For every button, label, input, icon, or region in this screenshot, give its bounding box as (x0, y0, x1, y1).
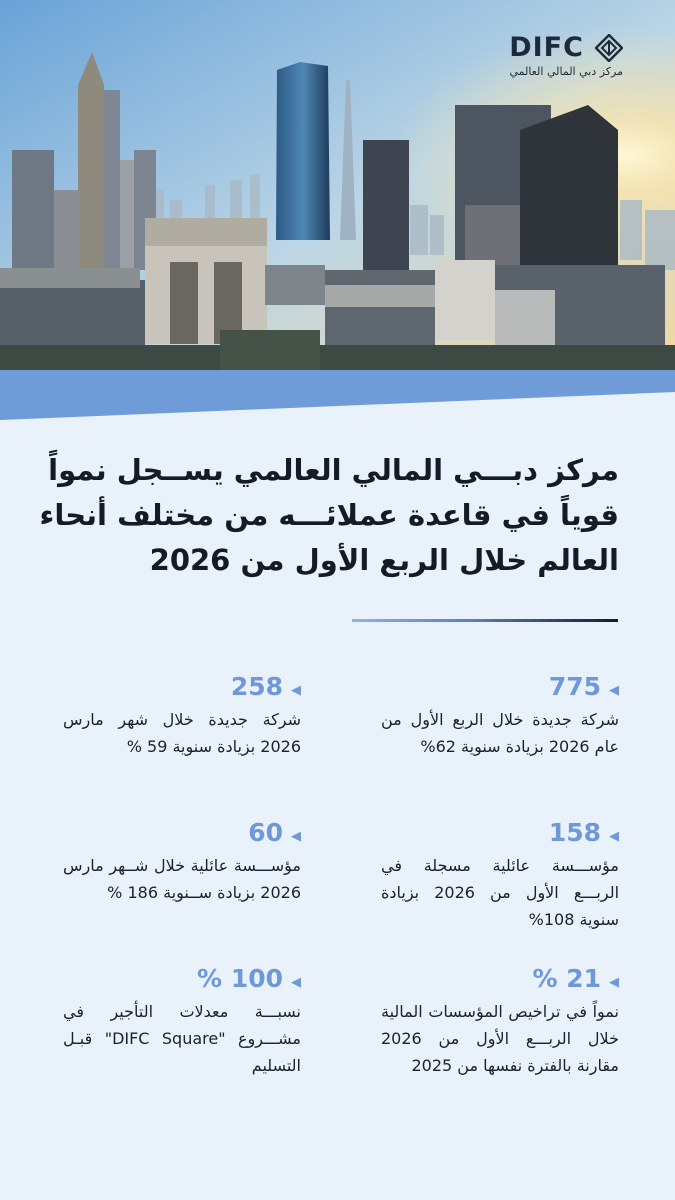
headline-line-3: العالم خلال الربع الأول من 2026 (149, 543, 619, 577)
stat-family-offices-q1 (381, 818, 619, 933)
stat-description: مؤســـسة عائلية خلال شــهر مارس 2026 بزيادة ســنوية 186 % (63, 856, 301, 902)
stat-financial-licenses-growth (381, 964, 619, 1079)
blue-band-divider (0, 364, 675, 424)
stat-value: 100 % (197, 964, 283, 993)
triangle-bullet-icon: ◀ (291, 975, 301, 990)
stat-value: 60 (248, 818, 283, 847)
difc-logo (509, 32, 623, 78)
logo-text: DIFC (509, 32, 584, 63)
stat-description: مؤســـسة عائلية مسجلة في الربـــع الأول من 2026 بزيادة سنوية 108% (381, 856, 620, 929)
headline-divider (352, 619, 618, 622)
stat-difc-square-leasing (63, 964, 301, 1079)
difc-diamond-icon (595, 34, 623, 62)
stat-family-offices-march (63, 818, 301, 906)
headline-line-1: مركز دبـــي المالي العالمي يســجل نمواً (48, 453, 619, 487)
triangle-bullet-icon: ◀ (609, 975, 619, 990)
stat-description: نمواً في تراخيص المؤسسات المالية خلال الربـــع الأول من 2026 مقارنة بالفترة نفسها من 2025 (381, 1002, 619, 1075)
stat-value: 158 (548, 818, 601, 847)
logo-subtitle: مركز دبي المالي العالمي (509, 65, 623, 78)
stat-value: 21 % (532, 964, 601, 993)
stat-new-companies-q1 (381, 672, 619, 760)
triangle-bullet-icon: ◀ (291, 829, 301, 844)
headline (39, 448, 619, 583)
stat-value: 258 (230, 672, 283, 701)
stat-description: شركة جديدة خلال شهر مارس 2026 بزيادة سنوية 59 % (63, 710, 301, 756)
headline-line-2: قوياً في قاعدة عملائـــه من مختلف أنحاء (39, 498, 619, 532)
stat-description: نسبـــة معدلات التأجير في مشـــروع "DIFC Square" قبـل التسليم (63, 1002, 301, 1075)
triangle-bullet-icon: ◀ (609, 683, 619, 698)
triangle-bullet-icon: ◀ (609, 829, 619, 844)
triangle-bullet-icon: ◀ (291, 683, 301, 698)
stat-value: 775 (548, 672, 601, 701)
stat-description: شركة جديدة خلال الربع الأول من عام 2026 بزيادة سنوية 62% (381, 710, 619, 756)
stat-new-companies-march (63, 672, 301, 760)
